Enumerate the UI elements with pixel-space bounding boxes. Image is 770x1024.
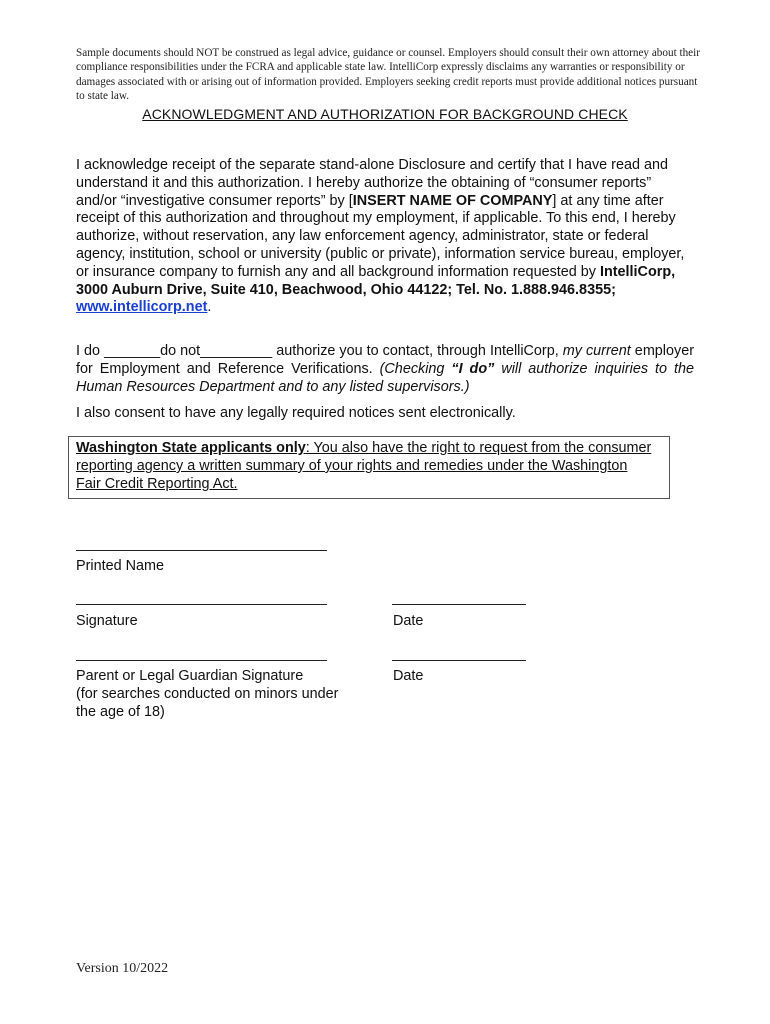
guardian-signature-line[interactable]: [76, 660, 327, 661]
washington-heading: Washington State applicants only: [76, 440, 306, 456]
period: .: [207, 299, 212, 316]
checking-note-end: will authorize inquiries to the Human Resources Department and to any listed supervisors.): [76, 360, 694, 395]
document-title: ACKNOWLEDGMENT AND AUTHORIZATION FOR BACKGROUND CHECK: [142, 106, 628, 122]
guardian-label-line-3: the age of 18): [76, 704, 165, 720]
intellicorp-link[interactable]: www.intellicorp.net: [76, 299, 208, 316]
electronic-consent: I also consent to have any legally required notices sent electronically.: [76, 405, 516, 421]
guardian-label-line-1: Parent or Legal Guardian Signature: [76, 668, 304, 684]
washington-body: : You also have the right to request from the consumer reporting agency a written summary of your rights and remedies under the Washington Fair Credit Reporting Act.: [76, 440, 652, 492]
date-label-2: Date: [393, 668, 424, 684]
date-label-1: Date: [393, 613, 424, 629]
washington-notice: [76, 439, 656, 493]
authorization-text-1: I acknowledge receipt of the separate stand-alone Disclosure and certify that I have read and understand it and this authorization. I hereby authorize the obtaining of “consumer reports” and/or “investigative consumer reports” by [: [76, 157, 668, 209]
signature-line[interactable]: [76, 604, 327, 605]
guardian-signature-label: [76, 667, 338, 721]
guardian-label-line-2: (for searches conducted on minors under: [76, 686, 339, 702]
date-line-2[interactable]: [392, 660, 526, 661]
contact-consent-text-2: employer for Employment and Reference Verifications.: [76, 343, 694, 377]
checking-note-start: (Checking: [379, 360, 452, 377]
legal-disclaimer: Sample documents should NOT be construed as legal advice, guidance or counsel. Employers should consult their own attorney about their compliance responsibilities under the FCRA and applicable state law. IntelliCorp expressly disclaims any warranties or responsibility or damages associated with or arising out of information provided. Employers seeking credit reports must provide additional notices pursuant to state law.: [76, 47, 700, 103]
contact-consent-text: I do _______do not_________ authorize you to contact, through IntelliCorp,: [76, 343, 563, 359]
signature-label: Signature: [76, 613, 138, 629]
date-line-1[interactable]: [392, 604, 526, 605]
printed-name-line[interactable]: [76, 550, 327, 551]
version-footer: Version 10/2022: [76, 961, 169, 976]
authorization-paragraph: [76, 157, 694, 317]
contact-consent-paragraph: [76, 343, 694, 396]
company-placeholder: INSERT NAME OF COMPANY: [352, 192, 553, 209]
authorization-text-2: ] at any time after receipt of this authorization and throughout my employment, if applicable. To this end, I hereby authorize, without reservation, any law enforcement agency, administrator, state or federal agency, institution, school or university (public or private), information service bureau, employer, or insurance company to furnish any and all background information requested by: [76, 192, 685, 280]
checking-note-ido: “I do”: [451, 360, 495, 377]
contact-consent-italic-1: my current: [562, 343, 631, 359]
agency-contact: IntelliCorp, 3000 Auburn Drive, Suite 410, Beachwood, Ohio 44122; Tel. No. 1.888.946.8355;: [76, 263, 676, 298]
printed-name-label: Printed Name: [76, 558, 164, 574]
